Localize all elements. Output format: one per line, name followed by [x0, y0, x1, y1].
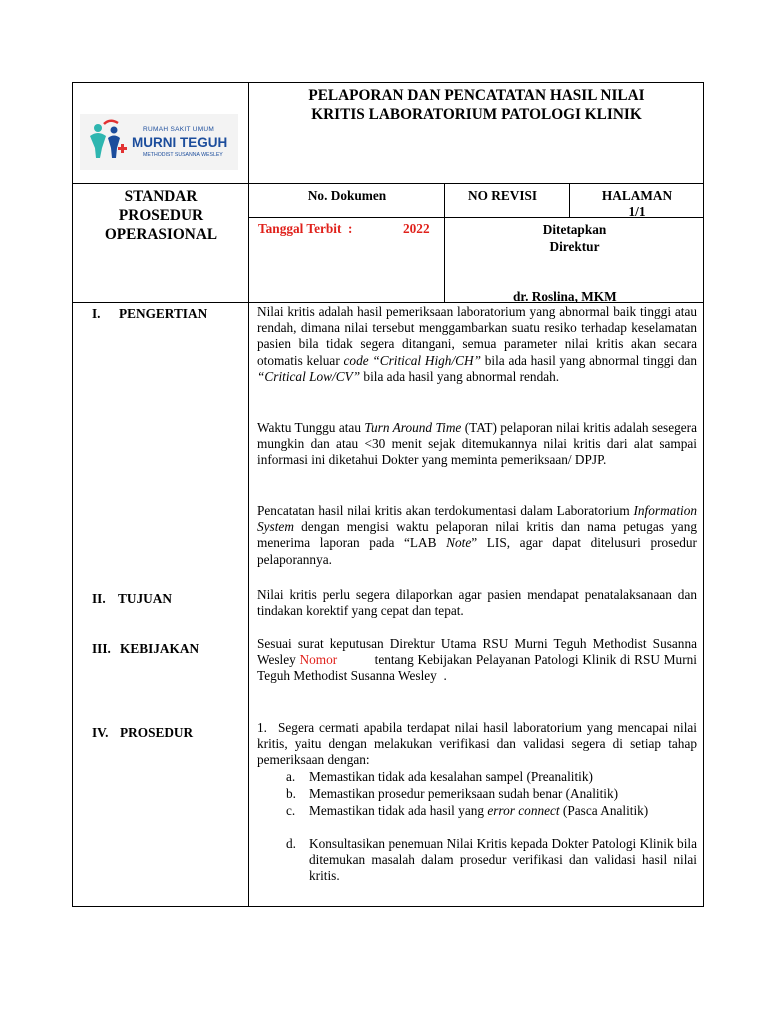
prosedur-b-text: Memastikan prosedur pemeriksaan sudah benar (Analitik)	[309, 786, 619, 801]
sop-line-2: PROSEDUR	[118, 207, 204, 224]
text-run: bila ada hasil yang abnormal rendah.	[360, 368, 560, 384]
text-run: Nilai kritis adalah hasil pemeriksaan laboratorium yang abnormal baik tinggi atau rendah, dimana nilai tersebut menggambarkan suatu resiko terhadap keselamatan pasien bila tidak segera ditangani, semua parameter nilai kritis akan secara otomatis keluar	[257, 304, 697, 368]
section-label: PROSEDUR	[120, 725, 194, 740]
table-divider-col	[248, 82, 249, 907]
kebijakan-text	[257, 636, 701, 685]
table-border-right	[703, 82, 704, 907]
nomor-placeholder: Nomor	[299, 652, 338, 668]
text-italic: error connect	[487, 803, 560, 818]
text-italic: Note	[446, 535, 472, 551]
section-kebijakan	[92, 641, 199, 657]
text-run: Waktu Tunggu atau	[257, 420, 365, 435]
prosedur-a-num: a.	[286, 769, 296, 784]
tanggal-terbit-value: 2022	[403, 221, 430, 236]
text-run: (TAT) pelaporan nilai kritis adalah sesegera mungkin dan atau <30 menit sejak ditemukannya nilai kritis dari alat sampai informasi ini diketahui Dokter yang meminta pemeriksaan/ DPJP.	[257, 420, 697, 468]
section-label: KEBIJAKAN	[120, 641, 200, 656]
signer-name: dr. Roslina, MKM	[513, 289, 617, 304]
pengertian-paragraph-2	[257, 420, 697, 469]
pengertian-paragraph-1	[257, 304, 697, 385]
text-italic: “Critical Low/CV”	[257, 368, 361, 384]
prosedur-c-num: c.	[286, 803, 296, 818]
text-run: Segera cermati apabila terdapat nilai hasil laboratorium yang mencapai nilai kritis, yaitu dengan melakukan verifikasi dan validasi segera di setiap tahap pemeriksaan dengan:	[257, 720, 697, 768]
no-revisi-label: NO REVISI	[468, 188, 538, 203]
prosedur-d-text: Konsultasikan penemuan Nilai Kritis kepada Dokter Patologi Klinik bila ditemukan masalah dalam prosedur verifikasi dan validasi hasil nilai kritis.	[309, 836, 697, 884]
text-run: dengan mengisi waktu pelaporan nilai kritis dan nama petugas yang menerima laporan pada “LAB	[257, 519, 697, 551]
text-run: Memastikan tidak ada hasil yang	[309, 803, 488, 818]
prosedur-c-text	[309, 803, 651, 819]
text-run: bila ada hasil yang abnormal tinggi dan	[481, 352, 698, 368]
ditetapkan-block	[446, 221, 703, 255]
text-run: tentang Kebijakan Pelayanan Patologi Klinik di RSU Murni Teguh Methodist Susanna Wesley .	[257, 652, 701, 684]
title-line-2: KRITIS LABORATORIUM PATOLOGI KLINIK	[311, 106, 642, 123]
no-dokumen-label: No. Dokumen	[307, 188, 387, 203]
prosedur-d-num: d.	[286, 836, 296, 851]
table-border-top	[72, 82, 704, 83]
text-italic: Turn Around Time	[364, 420, 462, 435]
sop-line-3: OPERASIONAL	[104, 226, 218, 243]
table-divider-col3	[569, 183, 570, 218]
logo-small-text: RUMAH SAKIT UMUM	[143, 126, 215, 133]
section-label: PENGERTIAN	[119, 306, 208, 321]
text-run: Sesuai surat keputusan Direktur Utama RSU Murni Teguh Methodist Susanna Wesley	[257, 636, 697, 668]
text-italic: code “Critical High/CH”	[343, 352, 482, 368]
halaman-value: 1/1	[628, 204, 646, 219]
hospital-logo	[80, 114, 238, 170]
title-line-1: PELAPORAN DAN PENCATATAN HASIL NILAI	[308, 87, 645, 104]
section-tujuan	[92, 591, 172, 607]
pengertian-paragraph-3	[257, 503, 697, 568]
table-divider-col2	[444, 183, 445, 303]
prosedur-a-text: Memastikan tidak ada kesalahan sampel (Preanalitik)	[309, 769, 593, 784]
table-border-bottom	[72, 906, 704, 907]
text-italic: Information System	[257, 503, 697, 535]
section-num: IV.	[92, 725, 109, 740]
table-divider-row1	[72, 183, 704, 184]
ditetapkan-label: Ditetapkan	[542, 222, 607, 237]
prosedur-item-1-num: 1.	[257, 720, 267, 735]
tujuan-text: Nilai kritis perlu segera dilaporkan agar pasien mendapat penatalaksanaan dan tindakan korektif yang cepat dan tepat.	[257, 587, 697, 619]
prosedur-item-1	[257, 720, 697, 769]
direktur-label: Direktur	[549, 239, 600, 254]
logo-name: MURNI TEGUH	[132, 135, 228, 150]
sop-label	[74, 187, 248, 244]
section-label: TUJUAN	[118, 591, 172, 606]
halaman-label	[571, 188, 703, 220]
text-run: (Pasca Analitik)	[559, 803, 649, 818]
section-num: I.	[92, 306, 101, 321]
text-run: ” LIS, agar dapat ditelusuri prosedur pelaporannya.	[257, 535, 697, 567]
section-pengertian	[92, 306, 207, 322]
section-num: II.	[92, 591, 106, 606]
logo-sub: METHODIST SUSANNA WESLEY	[143, 152, 223, 158]
section-num: III.	[92, 641, 111, 656]
table-border-left	[72, 82, 73, 907]
section-prosedur	[92, 725, 193, 741]
tanggal-terbit-label: Tanggal Terbit :	[258, 221, 353, 236]
sop-line-1: STANDAR	[124, 188, 198, 205]
halaman-title: HALAMAN	[601, 188, 673, 203]
document-title	[250, 86, 703, 124]
text-run: Pencatatan hasil nilai kritis akan terdokumentasi dalam Laboratorium	[257, 503, 634, 518]
prosedur-b-num: b.	[286, 786, 296, 801]
